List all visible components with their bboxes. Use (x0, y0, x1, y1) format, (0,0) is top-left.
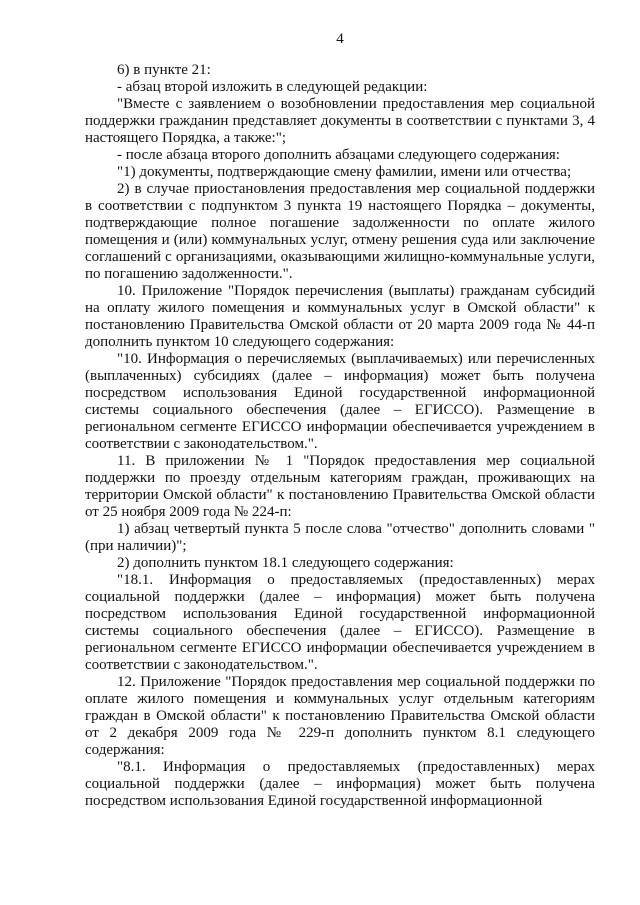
paragraph: - после абзаца второго дополнить абзацами следующего содержания: (117, 147, 560, 163)
paragraph: 6) в пункте 21: (117, 62, 211, 78)
paragraph: 1) абзац четвертый пункта 5 после слова "отчество" дополнить словами "(при наличии)"; (85, 521, 595, 554)
paragraph: "1) документы, подтверждающие смену фамилии, имени или отчества; (117, 164, 572, 180)
page-number: 4 (336, 31, 344, 47)
paragraph: "Вместе с заявлением о возобновлении предоставления мер социальной поддержки гражданин представляет документы в соответствии с пунктами 3, 4 настоящего Порядка, а также:"; (85, 96, 595, 146)
document-body (85, 62, 595, 810)
paragraph: "18.1. Информация о предоставляемых (предоставленных) мерах социальной поддержки (далее – информация) может быть получена посредством использования Единой государственной информационной системы социального обеспечения (далее – ЕГИССО). Размещение в региональном сегменте ЕГИССО информации обеспечивается учреждением в соответствии с законодательством.". (85, 572, 595, 673)
paragraph: 2) дополнить пунктом 18.1 следующего содержания: (117, 555, 454, 571)
paragraph: 11. В приложении № 1 "Порядок предоставления мер социальной поддержки по проезду отдельным категориям граждан, проживающих на территории Омской области" к постановлению Правительства Омской области от 25 ноября 2009 года № 224-п: (85, 453, 595, 520)
paragraph: 12. Приложение "Порядок предоставления мер социальной поддержки по оплате жилого помещения и коммунальных услуг отдельным категориям граждан в Омской области" к постановлению Правительства Омской области от 2 декабря 2009 года № 229-п дополнить пунктом 8.1 следующего содержания: (85, 674, 595, 758)
paragraph: - абзац второй изложить в следующей редакции: (117, 79, 428, 95)
paragraph: 2) в случае приостановления предоставления мер социальной поддержки в соответствии с подпунктом 3 пункта 19 настоящего Порядка – документы, подтверждающие полное погашение задолженности по оплате жилого помещения и (или) коммунальных услуг, отмену решения суда или заключение соглашений с организациями, оказывающими жилищно-коммунальные услуги, по погашению задолженности.". (85, 181, 595, 282)
paragraph: 10. Приложение "Порядок перечисления (выплаты) гражданам субсидий на оплату жилого помещения и коммунальных услуг в Омской области" к постановлению Правительства Омской области от 20 марта 2009 года № 44-п дополнить пунктом 10 следующего содержания: (85, 283, 595, 350)
paragraph: "10. Информация о перечисляемых (выплачиваемых) или перечисленных (выплаченных) субсидиях (далее – информация) может быть получена посредством использования Единой государственной информационной системы социального обеспечения (далее – ЕГИССО). Размещение в региональном сегменте ЕГИССО информации обеспечивается учреждением в соответствии с законодательством.". (85, 351, 595, 452)
paragraph: "8.1. Информация о предоставляемых (предоставленных) мерах социальной поддержки (далее – информация) может быть получена посредством использования Единой государственной информационной (85, 759, 595, 809)
